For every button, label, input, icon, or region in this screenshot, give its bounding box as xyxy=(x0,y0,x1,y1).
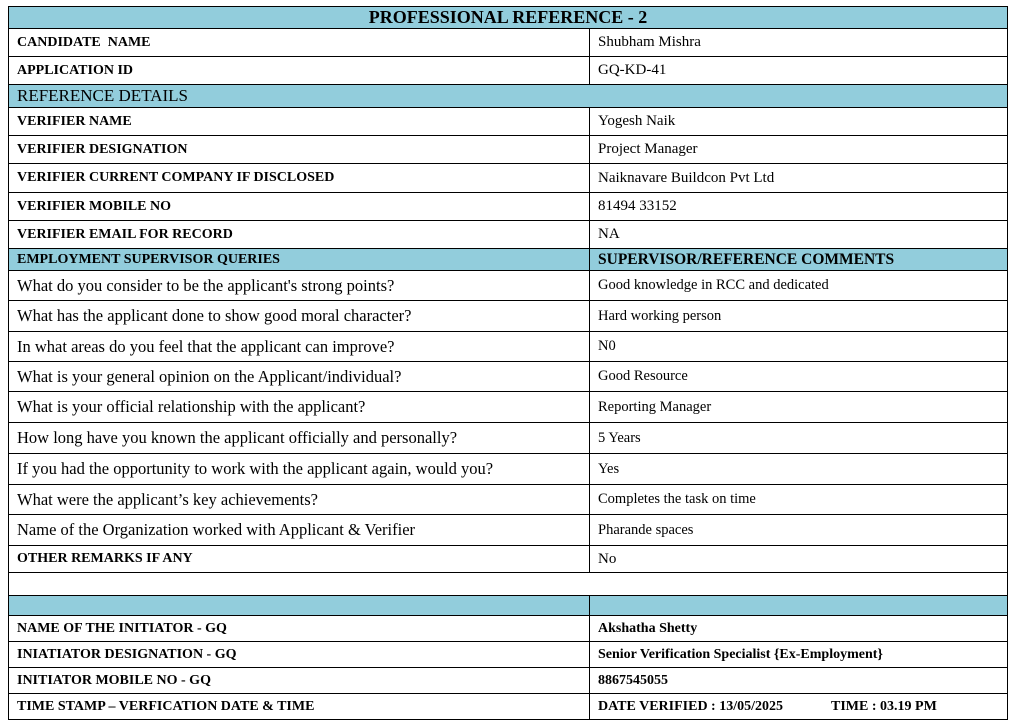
title-row xyxy=(9,7,1008,29)
page-title: PROFESSIONAL REFERENCE - 2 xyxy=(9,7,1008,29)
other-remarks-row xyxy=(9,546,1008,573)
query-answer: Good knowledge in RCC and dedicated xyxy=(590,271,1008,301)
query-row xyxy=(9,301,1008,332)
comments-heading: SUPERVISOR/REFERENCE COMMENTS xyxy=(590,249,1008,271)
verifier-company-row xyxy=(9,164,1008,193)
query-text: In what areas do you feel that the applicant can improve? xyxy=(9,332,590,362)
query-answer: N0 xyxy=(590,332,1008,362)
verifier-company-label: VERIFIER CURRENT COMPANY IF DISCLOSED xyxy=(9,164,590,193)
verifier-designation-value: Project Manager xyxy=(590,136,1008,164)
initiator-mobile-label: INITIATOR MOBILE NO - GQ xyxy=(9,668,590,694)
initiator-designation-row xyxy=(9,642,1008,668)
date-verified: DATE VERIFIED : 13/05/2025 xyxy=(598,698,784,714)
query-answer: 5 Years xyxy=(590,423,1008,454)
query-text: What has the applicant done to show good moral character? xyxy=(9,301,590,332)
query-answer: Pharande spaces xyxy=(590,515,1008,546)
queries-header-row xyxy=(9,249,1008,271)
candidate-name-label: CANDIDATE NAME xyxy=(9,29,590,57)
query-row xyxy=(9,362,1008,392)
blank-cell xyxy=(9,573,1008,596)
time-verified: TIME : 03.19 PM xyxy=(831,698,937,714)
candidate-name-value: Shubham Mishra xyxy=(590,29,1008,57)
application-id-label: APPLICATION ID xyxy=(9,57,590,85)
blank-row xyxy=(9,573,1008,596)
initiator-mobile-value: 8867545055 xyxy=(590,668,1008,694)
professional-reference-table xyxy=(8,6,1008,720)
verifier-email-value: NA xyxy=(590,221,1008,249)
verifier-name-row xyxy=(9,108,1008,136)
verifier-email-label: VERIFIER EMAIL FOR RECORD xyxy=(9,221,590,249)
verifier-name-value: Yogesh Naik xyxy=(590,108,1008,136)
timestamp-row xyxy=(9,694,1008,720)
initiator-mobile-row xyxy=(9,668,1008,694)
query-text: How long have you known the applicant officially and personally? xyxy=(9,423,590,454)
query-row xyxy=(9,271,1008,301)
application-id-value: GQ-KD-41 xyxy=(590,57,1008,85)
query-row xyxy=(9,515,1008,546)
query-row xyxy=(9,392,1008,423)
query-answer: Completes the task on time xyxy=(590,485,1008,515)
application-id-row xyxy=(9,57,1008,85)
query-text: What were the applicant’s key achievements? xyxy=(9,485,590,515)
initiator-name-row xyxy=(9,616,1008,642)
query-row xyxy=(9,332,1008,362)
verifier-mobile-label: VERIFIER MOBILE NO xyxy=(9,193,590,221)
verifier-designation-label: VERIFIER DESIGNATION xyxy=(9,136,590,164)
query-row xyxy=(9,485,1008,515)
query-text: What do you consider to be the applicant's strong points? xyxy=(9,271,590,301)
query-answer: Reporting Manager xyxy=(590,392,1008,423)
query-row xyxy=(9,423,1008,454)
query-answer: Hard working person xyxy=(590,301,1008,332)
query-text: If you had the opportunity to work with the applicant again, would you? xyxy=(9,454,590,485)
timestamp-label: TIME STAMP – VERFICATION DATE & TIME xyxy=(9,694,590,720)
query-row xyxy=(9,454,1008,485)
initiator-name-label: NAME OF THE INITIATOR - GQ xyxy=(9,616,590,642)
verifier-designation-row xyxy=(9,136,1008,164)
query-text: Name of the Organization worked with Applicant & Verifier xyxy=(9,515,590,546)
queries-heading: EMPLOYMENT SUPERVISOR QUERIES xyxy=(9,249,590,271)
query-answer: Good Resource xyxy=(590,362,1008,392)
query-answer: Yes xyxy=(590,454,1008,485)
reference-details-header xyxy=(9,85,1008,108)
initiator-designation-label: INIATIATOR DESIGNATION - GQ xyxy=(9,642,590,668)
verifier-mobile-row xyxy=(9,193,1008,221)
reference-details-heading: REFERENCE DETAILS xyxy=(9,85,1008,108)
other-remarks-label: OTHER REMARKS IF ANY xyxy=(9,546,590,573)
initiator-designation-value: Senior Verification Specialist {Ex-Employment} xyxy=(590,642,1008,668)
initiator-header-left xyxy=(9,596,590,616)
initiator-header-row xyxy=(9,596,1008,616)
initiator-header-right xyxy=(590,596,1008,616)
timestamp-value xyxy=(590,694,1008,720)
verifier-email-row xyxy=(9,221,1008,249)
query-text: What is your general opinion on the Applicant/individual? xyxy=(9,362,590,392)
other-remarks-value: No xyxy=(590,546,1008,573)
initiator-name-value: Akshatha Shetty xyxy=(590,616,1008,642)
verifier-company-value: Naiknavare Buildcon Pvt Ltd xyxy=(590,164,1008,193)
verifier-name-label: VERIFIER NAME xyxy=(9,108,590,136)
query-text: What is your official relationship with the applicant? xyxy=(9,392,590,423)
candidate-name-row xyxy=(9,29,1008,57)
verifier-mobile-value: 81494 33152 xyxy=(590,193,1008,221)
